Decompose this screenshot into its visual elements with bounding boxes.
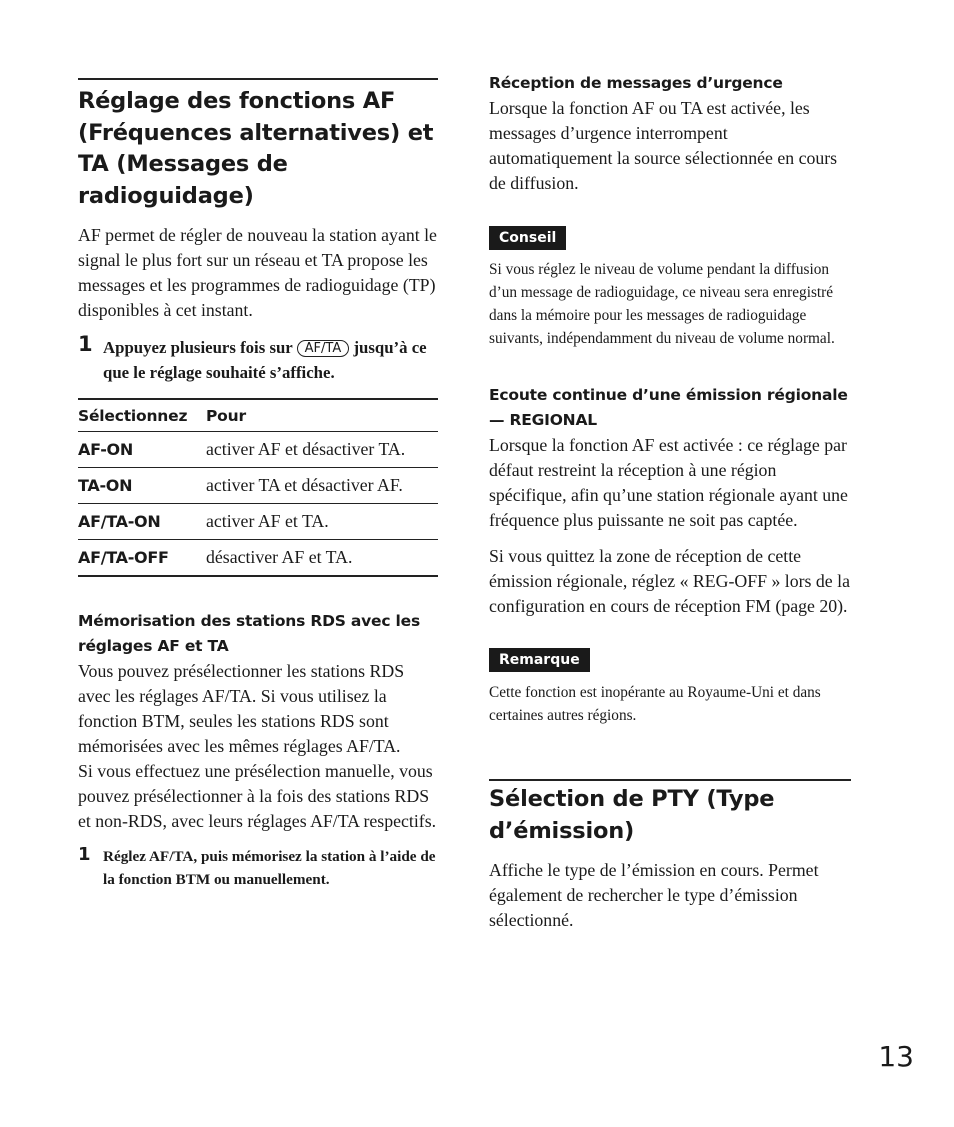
left-column xyxy=(78,0,438,891)
step-1 xyxy=(78,332,438,385)
table-row xyxy=(78,504,438,540)
section-title: Réglage des fonctions AF (Fréquences alternatives) et TA (Messages de radioguidage) xyxy=(78,88,434,209)
intro-paragraph: AF permet de régler de nouveau la station ayant le signal le plus fort sur un réseau et TA propose les messages et les programmes de radioguidage (TP) disponibles à cet instant. xyxy=(78,225,437,320)
note-block xyxy=(489,648,851,727)
table-header-row xyxy=(78,399,438,432)
af-ta-key: AF/TA xyxy=(297,340,350,357)
regional-paragraph-2: Si vous quittez la zone de réception de cette émission régionale, réglez « REG-OFF » lors de la configuration en cours de réception FM (page 20). xyxy=(489,546,850,616)
regional-paragraph-1: Lorsque la fonction AF est activée : ce réglage par défaut restreint la réception à une région spécifique, afin qu’une station régionale ayant une fréquence plus puissante ne soit pas captée. xyxy=(489,435,848,530)
urgent-heading: Réception de messages d’urgence xyxy=(489,74,783,92)
section-rule xyxy=(489,779,851,781)
page-number: 13 xyxy=(878,1040,914,1073)
right-column xyxy=(489,0,851,933)
table-row xyxy=(78,540,438,576)
setting-value: activer AF et TA. xyxy=(206,511,329,531)
urgent-paragraph: Lorsque la fonction AF ou TA est activée, les messages d’urgence interrompent automatiquement la source sélectionnée en cours de diffusion. xyxy=(489,98,838,193)
memo-heading: Mémorisation des stations RDS avec les réglages AF et TA xyxy=(78,611,421,655)
setting-key: AF/TA-OFF xyxy=(78,547,169,567)
step-text-before: Appuyez plusieurs fois sur xyxy=(103,338,293,357)
table-row xyxy=(78,468,438,504)
setting-key: AF/TA-ON xyxy=(78,512,161,531)
tip-text: Si vous réglez le niveau de volume pendant la diffusion d’un message de radioguidage, ce niveau sera enregistré dans la mémoire pour les messages de radioguidage suivants, indépendamment du niveau de volume normal. xyxy=(489,261,835,347)
settings-table xyxy=(78,398,438,577)
tip-label: Conseil xyxy=(489,226,566,250)
setting-value: désactiver AF et TA. xyxy=(206,546,353,567)
note-text: Cette fonction est inopérante au Royaume-Uni et dans certaines autres régions. xyxy=(489,684,821,724)
table-row xyxy=(78,432,438,468)
step-number: 1 xyxy=(78,843,91,865)
step-2 xyxy=(78,845,438,891)
pty-title: Sélection de PTY (Type d’émission) xyxy=(489,786,775,844)
regional-heading: Ecoute continue d’une émission régionale — REGIONAL xyxy=(489,386,848,429)
pty-paragraph: Affiche le type de l’émission en cours. Permet également de rechercher le type d’émission sélectionné. xyxy=(489,860,819,930)
step-text: Réglez AF/TA, puis mémorisez la station à l’aide de la fonction BTM ou manuellement. xyxy=(103,847,436,888)
tip-block xyxy=(489,226,851,350)
setting-key: AF-ON xyxy=(78,440,133,459)
step-text-after: jusqu’à ce que le réglage souhaité s’affiche. xyxy=(103,338,427,382)
setting-key: TA-ON xyxy=(78,476,133,495)
table-header: Pour xyxy=(206,406,246,425)
section-rule xyxy=(78,78,438,80)
table-header: Sélectionnez xyxy=(78,406,188,425)
memo-paragraph-1: Vous pouvez présélectionner les stations RDS avec les réglages AF/TA. Si vous utilisez la fonction BTM, seules les stations RDS sont mémorisées avec les mêmes réglages AF/TA. xyxy=(78,660,405,756)
setting-value: activer AF et désactiver TA. xyxy=(206,439,406,459)
note-label: Remarque xyxy=(489,648,590,672)
setting-value: activer TA et désactiver AF. xyxy=(206,475,403,495)
step-number: 1 xyxy=(78,332,93,356)
memo-paragraph-2: Si vous effectuez une présélection manuelle, vous pouvez présélectionner à la fois des stations RDS et non-RDS, avec leurs réglages AF/TA respectifs. xyxy=(78,760,437,831)
